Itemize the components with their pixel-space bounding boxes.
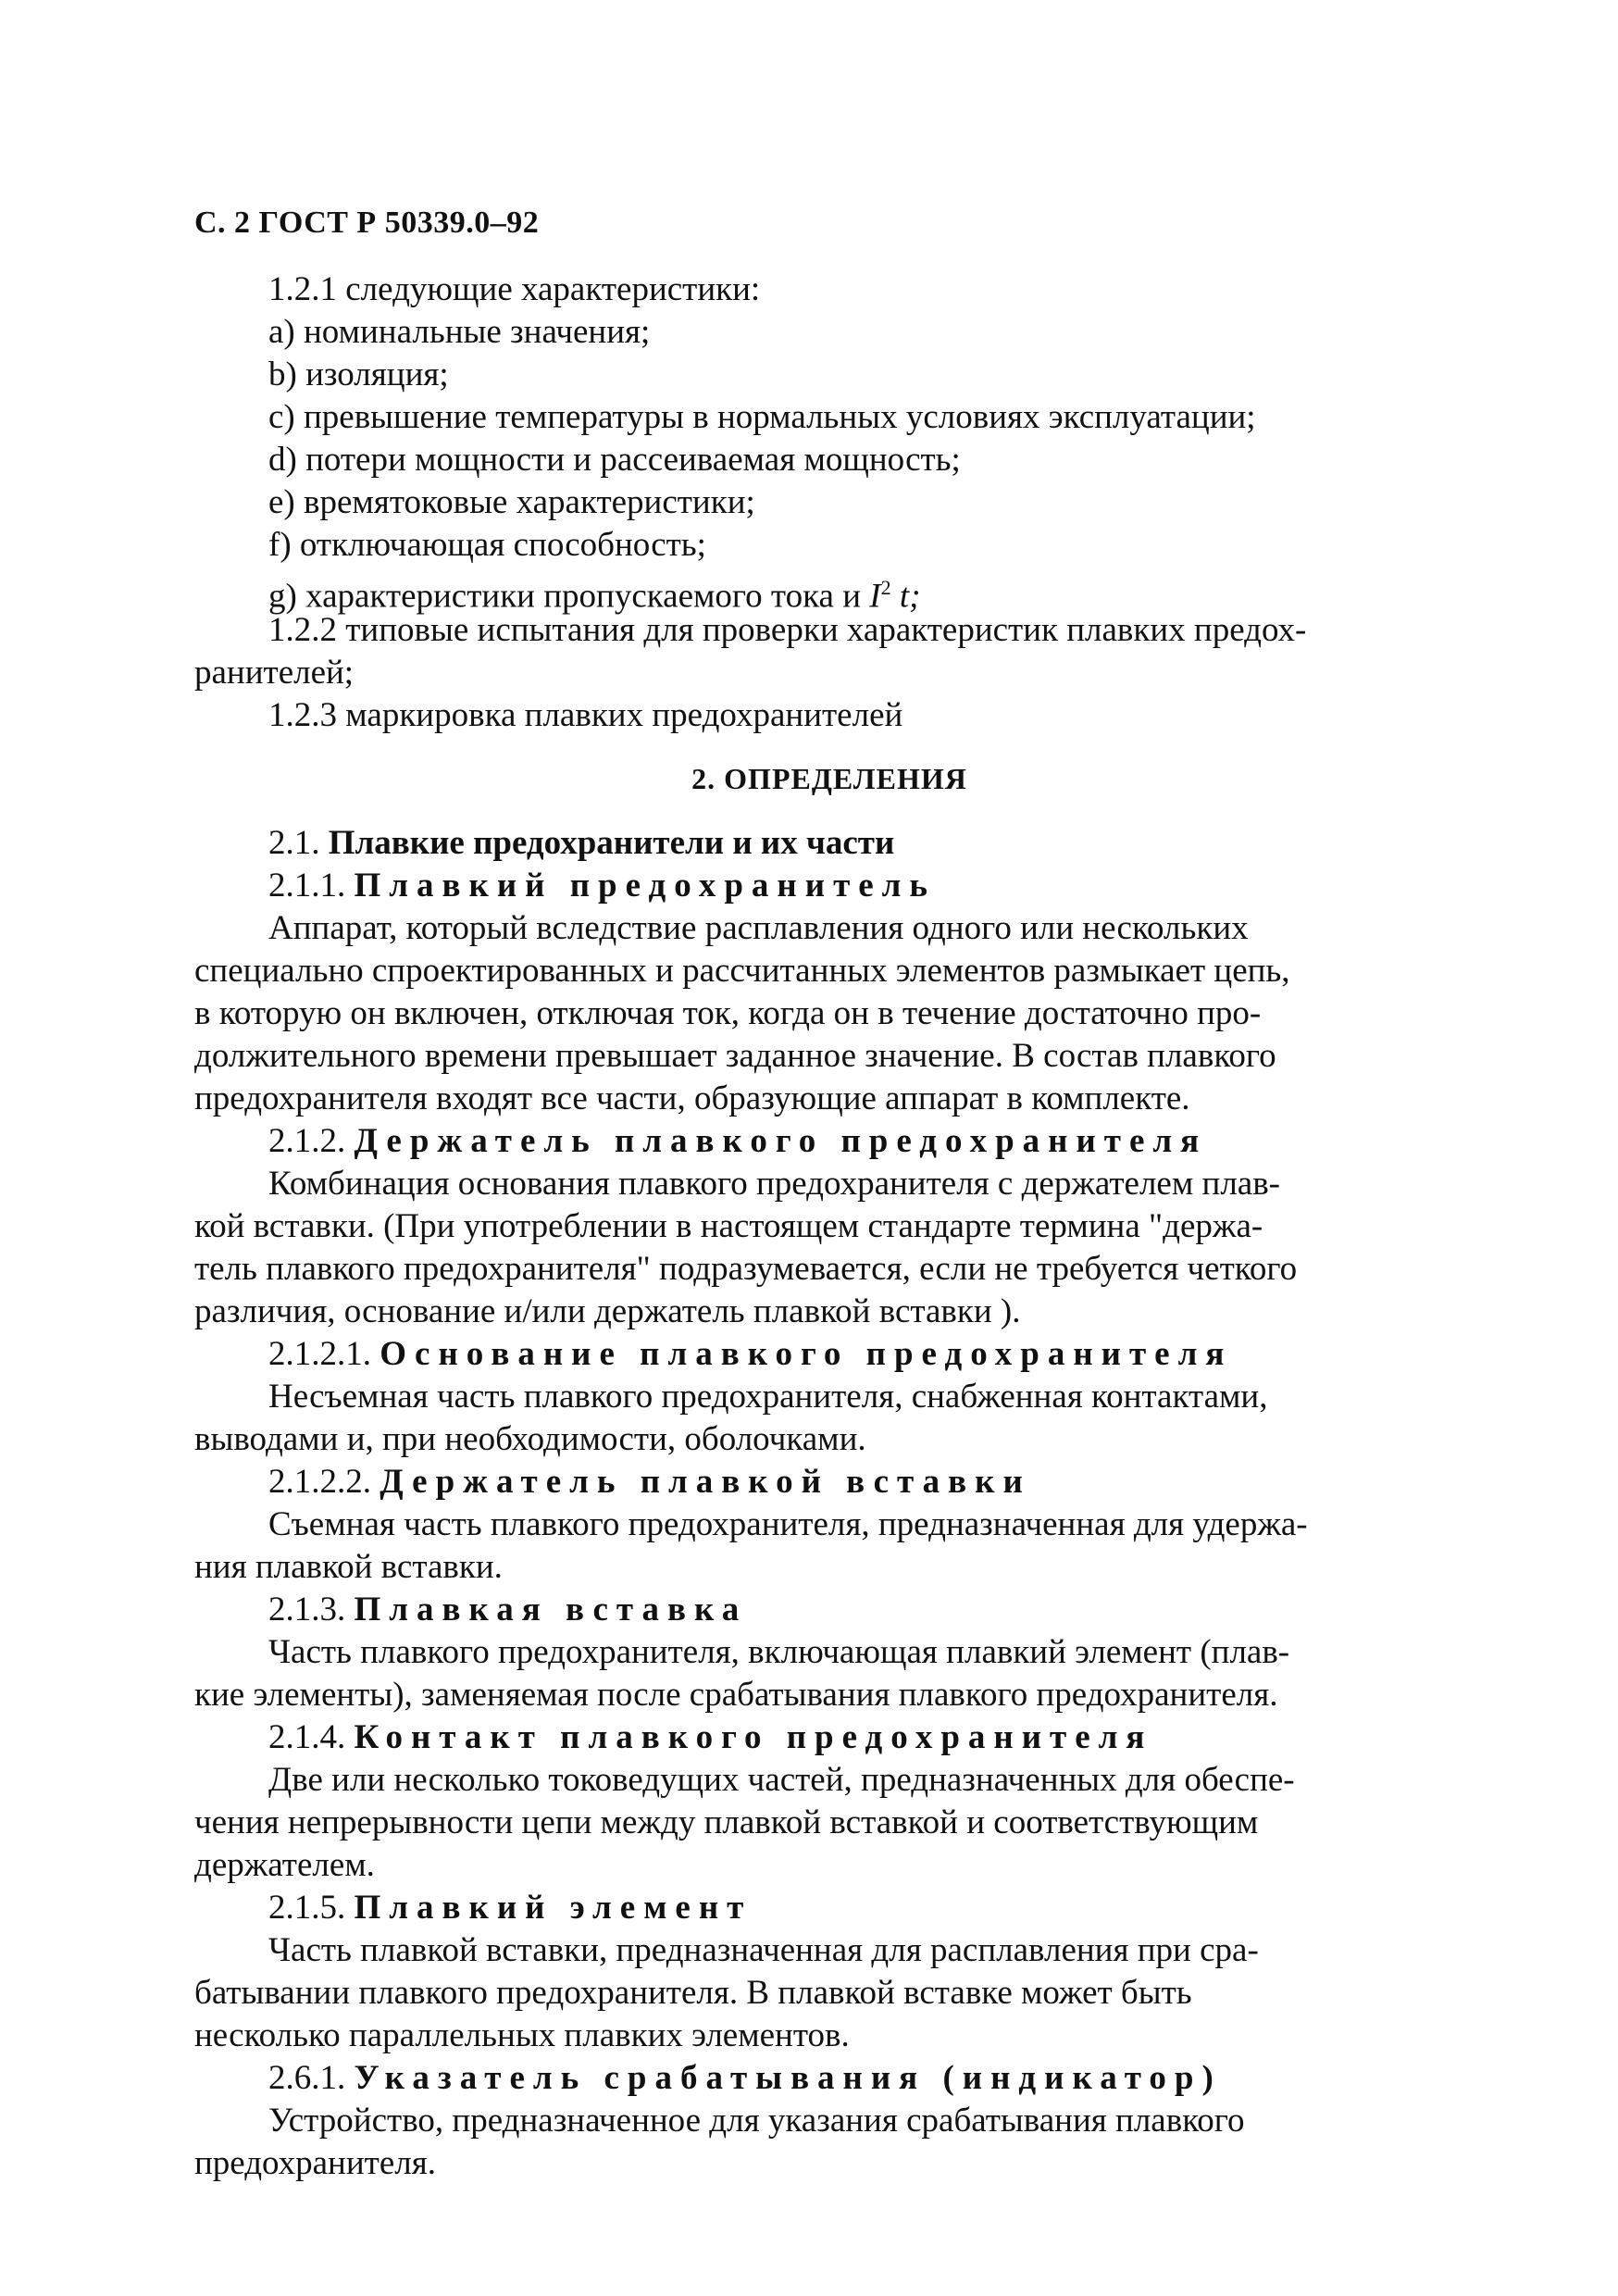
term-number: 2.1.2. bbox=[268, 1122, 346, 1160]
term-title: Плавкий элемент bbox=[354, 1889, 753, 1927]
term-definition-line: различия, основание и/или держатель плавкой вставки ). bbox=[194, 1292, 1021, 1330]
term-number: 2.1.3. bbox=[268, 1591, 346, 1628]
term-heading bbox=[194, 2057, 1464, 2100]
term-title: Плавкий предохранитель bbox=[354, 867, 936, 905]
term-number: 2.6.1. bbox=[268, 2059, 346, 2097]
subsection-title: Плавкие предохранители и их части bbox=[328, 824, 895, 862]
term-definition-line: Аппарат, который вследствие расплавления одного или нескольких bbox=[268, 909, 1249, 947]
item-1-2-2-line2: ранителей; bbox=[194, 654, 355, 692]
term-definition-line: держателем. bbox=[194, 1846, 375, 1884]
term-definition-line: должительного времени превышает заданное значение. В состав плавкого bbox=[194, 1037, 1276, 1075]
term-number: 2.1.2.2. bbox=[268, 1463, 371, 1501]
term-definition-line: несколько параллельных плавких элементов. bbox=[194, 2016, 850, 2054]
term-heading bbox=[194, 1120, 1464, 1163]
term-definition-line: кие элементы), заменяемая после срабатывания плавкого предохранителя. bbox=[194, 1676, 1278, 1714]
term-heading bbox=[194, 1589, 1464, 1631]
document-body bbox=[194, 268, 1464, 2185]
term-definition-line: кой вставки. (При употреблении в настоящем стандарте термина "держа- bbox=[194, 1207, 1263, 1245]
list-item-f: f) отключающая способность; bbox=[268, 526, 706, 564]
subsection-number: 2.1. bbox=[268, 824, 320, 862]
term-title: Держатель плавкой вставки bbox=[380, 1463, 1031, 1501]
term-definition-line: Несъемная часть плавкого предохранителя, снабженная контактами, bbox=[268, 1378, 1268, 1416]
list-item-a: a) номинальные значения; bbox=[268, 313, 651, 351]
terms-list bbox=[194, 865, 1464, 2185]
list-item-b: b) изоляция; bbox=[268, 356, 449, 393]
list-item-e: e) времятоковые характеристики; bbox=[268, 483, 755, 521]
term-heading bbox=[194, 1716, 1464, 1759]
term-definition-line: тель плавкого предохранителя" подразумевается, если не требуется четкого bbox=[194, 1250, 1298, 1288]
term-title: Плавкая вставка bbox=[354, 1591, 748, 1628]
term-definition-line: предохранителя. bbox=[194, 2144, 436, 2182]
page-header: С. 2 ГОСТ Р 50339.0–92 bbox=[194, 206, 540, 240]
list-item-c: c) превышение температуры в нормальных условиях эксплуатации; bbox=[268, 398, 1256, 436]
term-definition-line: в которую он включен, отключая ток, когда он в течение достаточно про- bbox=[194, 994, 1262, 1032]
term-definition-line: выводами и, при необходимости, оболочками. bbox=[194, 1420, 866, 1458]
term-number: 2.1.2.1. bbox=[268, 1335, 371, 1373]
term-definition-line: Две или несколько токоведущих частей, предназначенных для обеспе- bbox=[268, 1761, 1295, 1799]
term-definition-line: предохранителя входят все части, образующие аппарат в комплекте. bbox=[194, 1079, 1190, 1117]
term-definition-line: ния плавкой вставки. bbox=[194, 1548, 503, 1586]
formula-i: I bbox=[869, 577, 881, 616]
term-definition-line: Часть плавкой вставки, предназначенная для расплавления при сра- bbox=[268, 1931, 1259, 1969]
term-number: 2.1.4. bbox=[268, 1718, 346, 1756]
subsection-2-1 bbox=[194, 822, 1464, 865]
term-definition-line: специально спроектированных и рассчитанных элементов размыкает цепь, bbox=[194, 952, 1290, 990]
term-title: Держатель плавкого предохранителя bbox=[354, 1122, 1208, 1160]
term-definition-line: Устройство, предназначенное для указания срабатывания плавкого bbox=[268, 2102, 1245, 2140]
list-item-g bbox=[194, 567, 1464, 616]
term-title: Контакт плавкого предохранителя bbox=[354, 1718, 1153, 1756]
list-intro-1-2-1: 1.2.1 следующие характеристики: bbox=[268, 270, 761, 308]
section-heading: 2. ОПРЕДЕЛЕНИЯ bbox=[691, 762, 967, 795]
term-definition-line: батывании плавкого предохранителя. В плавкой вставке может быть bbox=[194, 1974, 1192, 2012]
term-definition-line: Съемная часть плавкого предохранителя, предназначенная для удержа- bbox=[268, 1505, 1308, 1543]
term-title: Основание плавкого предохранителя bbox=[380, 1335, 1233, 1373]
term-number: 2.1.5. bbox=[268, 1889, 346, 1927]
term-heading bbox=[194, 1461, 1464, 1504]
term-definition-line: чения непрерывности цепи между плавкой вставкой и соответствующим bbox=[194, 1803, 1259, 1841]
list-item-g-text: g) характеристики пропускаемого тока и bbox=[268, 577, 862, 616]
term-title: Указатель срабатывания (индикатор) bbox=[354, 2059, 1222, 2097]
formula-superscript: 2 bbox=[880, 576, 891, 599]
term-heading bbox=[194, 1887, 1464, 1929]
term-heading bbox=[194, 865, 1464, 907]
term-heading bbox=[194, 1333, 1464, 1376]
item-1-2-2-line1: 1.2.2 типовые испытания для проверки характеристик плавких предох- bbox=[268, 611, 1307, 649]
term-definition-line: Комбинация основания плавкого предохранителя с держателем плав- bbox=[268, 1165, 1280, 1203]
formula-t: t; bbox=[890, 577, 921, 616]
list-item-d: d) потери мощности и рассеиваемая мощность; bbox=[268, 441, 961, 479]
term-number: 2.1.1. bbox=[268, 867, 346, 905]
term-definition-line: Часть плавкого предохранителя, включающая плавкий элемент (плав- bbox=[268, 1633, 1290, 1671]
item-1-2-3: 1.2.3 маркировка плавких предохранителей bbox=[268, 696, 903, 734]
